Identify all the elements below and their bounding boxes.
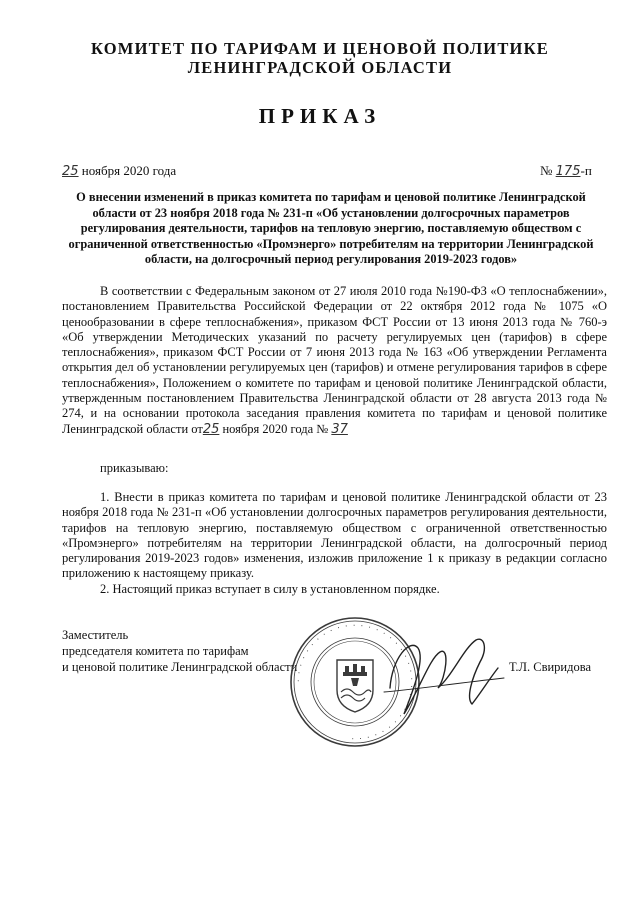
document-number — [540, 163, 592, 179]
date-day-handwritten: 25 — [62, 164, 79, 179]
number-handwritten: 175 — [555, 164, 581, 179]
document-title: ПРИКАЗ — [258, 104, 382, 128]
order-word: приказываю: — [100, 461, 169, 475]
date-rest: ноября 2020 года — [78, 163, 177, 178]
signatory-line-1: Заместитель — [62, 628, 129, 642]
protocol-number-handwritten: 37 — [331, 421, 348, 437]
order-item-1: 1. Внести в приказ комитета по тарифам и ценовой политике Ленинградской области от 23 ноября 2018 года № 231-п «Об установлении долгосрочных параметров регулирования деятельности, тарифов на тепловую энергию, поставляемую обществом с ограниченной ответственностью «Промэнерго» потребителям на территории Ленинградской области, на долгосрочный период регулирования 2019-2023 годов» изменения, изложив приложение 1 к приказу в редакции согласно приложению к настоящему приказу. — [62, 490, 607, 581]
svg-text:· · · · · · · · · · · · · · ·: · · · · · · · · · · · · · · · · · · · · · · · · · · · · · · · · · · · — [293, 620, 417, 744]
number-suffix: -п — [580, 163, 592, 178]
order-subject: О внесении изменений в приказ комитета по тарифам и ценовой политике Ленинградской области от 23 ноября 2018 года № 231-п «Об установлении долгосрочных параметров регулирования деятельности, тарифов на тепловую энергию, поставляемую обществом с ограниченной ответственностью «Промэнерго» потребителям на территории Ленинградской области, на долгосрочный период регулирования 2019-2023 годов» — [68, 190, 594, 267]
header-line-2: ЛЕНИНГРАДСКОЙ ОБЛАСТИ — [187, 58, 453, 77]
handwritten-signature — [380, 618, 510, 728]
order-item-2: 2. Настоящий приказ вступает в силу в установленном порядке. — [100, 582, 440, 596]
preamble-paragraph — [62, 284, 607, 437]
signatory-name: Т.Л. Свиридова — [509, 660, 592, 674]
header-line-1: КОМИТЕТ ПО ТАРИФАМ И ЦЕНОВОЙ ПОЛИТИКЕ — [91, 39, 549, 58]
protocol-day-handwritten: 25 — [202, 421, 220, 437]
seal-coat-of-arms — [337, 660, 373, 712]
signatory-line-2: председателя комитета по тарифам — [62, 644, 249, 658]
preamble-month: ноября 2020 года № — [219, 421, 332, 436]
signatory-title — [62, 627, 297, 675]
number-prefix: № — [540, 163, 556, 178]
document-date — [62, 163, 176, 179]
preamble-text: В соответствии с Федеральным законом от 27 июля 2010 года №190-ФЗ «О теплоснабжении», постановлением Правительства Российской Федерации от 22 октября 2012 года № 1075 «О ценообразовании в сфере теплоснабжения», приказом ФСТ России от 13 июня 2013 года № 760-э «Об утверждении Методических указаний по расчету регулируемых цен (тарифов) в сфере теплоснабжения», приказом ФСТ России от 7 июня 2013 года № 163 «Об утверждении Регламента открытия дел об установлении регулируемых цен (тарифов) и отмене регулирования тарифов в сфере теплоснабжения», Положением о комитете по тарифам и ценовой политике Ленинградской области, утвержденным постановлением Правительства Ленинградской области от 28 августа 2013 года № 274, и на основании протокола заседания правления комитета по тарифам и ценовой политике Ленинградской области от — [62, 284, 607, 436]
signatory-line-3: и ценовой политике Ленинградской области — [62, 660, 298, 674]
